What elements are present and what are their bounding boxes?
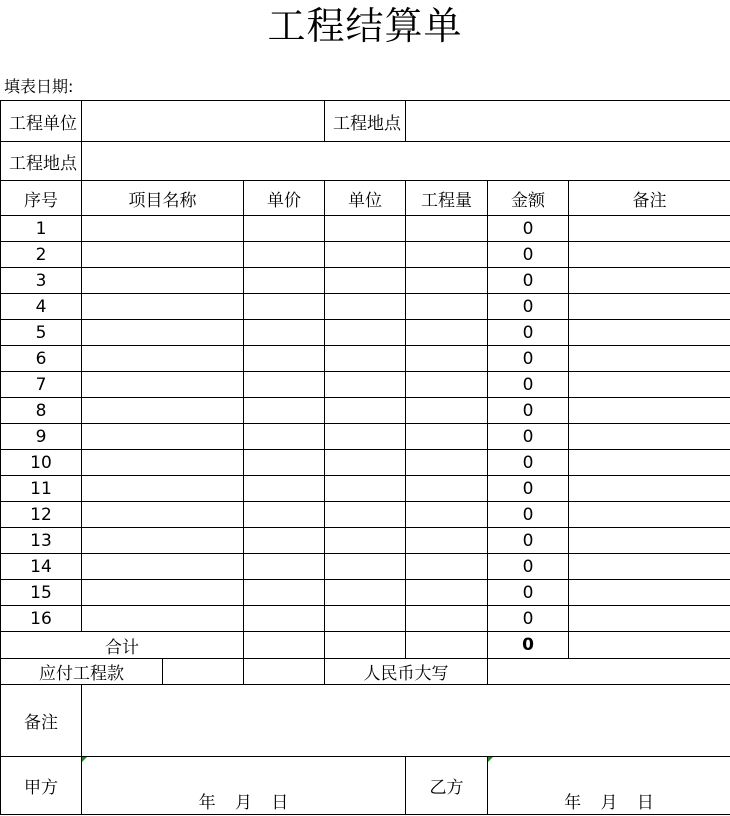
location-label: 工程地点: [325, 101, 406, 142]
unit-cell[interactable]: [325, 268, 406, 294]
rmb-uppercase-value-cell[interactable]: [488, 659, 730, 685]
row-no: 9: [1, 424, 82, 450]
unit-cell[interactable]: [325, 242, 406, 268]
amount-cell[interactable]: 0: [488, 294, 569, 320]
remarks-label: 备注: [1, 685, 82, 757]
row-no: 16: [1, 606, 82, 632]
unit-cell[interactable]: [325, 450, 406, 476]
amount-cell[interactable]: 0: [488, 476, 569, 502]
header-row: [1, 181, 730, 216]
amount-cell[interactable]: 0: [488, 372, 569, 398]
unit-cell[interactable]: [325, 216, 406, 242]
table-row: [1, 606, 730, 632]
row-no: 3: [1, 268, 82, 294]
table-row: [1, 216, 730, 242]
amount-cell[interactable]: 0: [488, 268, 569, 294]
row-no: 8: [1, 398, 82, 424]
remarks-cell[interactable]: [569, 424, 730, 450]
row-no: 4: [1, 294, 82, 320]
amount-cell[interactable]: 0: [488, 242, 569, 268]
remarks-cell[interactable]: [569, 528, 730, 554]
amount-cell[interactable]: 0: [488, 606, 569, 632]
row-no: 2: [1, 242, 82, 268]
payable-value-cell[interactable]: [163, 659, 244, 685]
quantity-cell[interactable]: [406, 320, 488, 346]
unit-price-cell[interactable]: [244, 398, 325, 424]
col-header-unit: 单位: [325, 181, 406, 216]
remarks-cell[interactable]: [569, 450, 730, 476]
row-no: 12: [1, 502, 82, 528]
remarks-cell[interactable]: [569, 606, 730, 632]
party-b-label: 乙方: [406, 757, 488, 815]
unit-cell[interactable]: [325, 346, 406, 372]
remarks-row: [1, 685, 730, 757]
amount-cell[interactable]: 0: [488, 398, 569, 424]
remarks-cell[interactable]: [569, 502, 730, 528]
item-name-cell[interactable]: [82, 320, 244, 346]
item-name-cell[interactable]: [82, 346, 244, 372]
quantity-cell[interactable]: [406, 476, 488, 502]
table-row: [1, 450, 730, 476]
quantity-cell[interactable]: [406, 372, 488, 398]
unit-cell[interactable]: [325, 294, 406, 320]
item-name-cell[interactable]: [82, 398, 244, 424]
quantity-cell[interactable]: [406, 398, 488, 424]
remarks-cell[interactable]: [569, 268, 730, 294]
unit-price-cell[interactable]: [244, 320, 325, 346]
item-name-cell[interactable]: [82, 580, 244, 606]
unit-price-cell[interactable]: [244, 450, 325, 476]
unit-cell[interactable]: [325, 424, 406, 450]
table-row: [1, 320, 730, 346]
item-name-cell[interactable]: [82, 294, 244, 320]
amount-cell[interactable]: 0: [488, 216, 569, 242]
col-header-no: 序号: [1, 181, 82, 216]
quantity-cell[interactable]: [406, 268, 488, 294]
row-no: 5: [1, 320, 82, 346]
quantity-cell[interactable]: [406, 528, 488, 554]
row-no: 14: [1, 554, 82, 580]
table-row: [1, 528, 730, 554]
quantity-cell[interactable]: [406, 580, 488, 606]
unit-cell[interactable]: [325, 580, 406, 606]
table-row: [1, 346, 730, 372]
quantity-cell[interactable]: [406, 554, 488, 580]
table-row: [1, 424, 730, 450]
item-name-cell[interactable]: [82, 476, 244, 502]
table-row: [1, 476, 730, 502]
unit-price-cell[interactable]: [244, 502, 325, 528]
unit-cell[interactable]: [325, 372, 406, 398]
item-name-cell[interactable]: [82, 528, 244, 554]
party-a-date: 年 月 日: [198, 793, 289, 813]
unit-price-cell[interactable]: [244, 242, 325, 268]
unit-cell[interactable]: [325, 528, 406, 554]
table-row: [1, 554, 730, 580]
remarks-cell[interactable]: [569, 554, 730, 580]
total-row: [1, 632, 730, 659]
row-no: 13: [1, 528, 82, 554]
col-header-unit-price: 单价: [244, 181, 325, 216]
table-row: [1, 242, 730, 268]
remarks-cell[interactable]: [569, 242, 730, 268]
quantity-cell[interactable]: [406, 242, 488, 268]
fill-date-label: 填表日期:: [4, 77, 74, 96]
party-a-label: 甲方: [1, 757, 82, 815]
unit-price-cell[interactable]: [244, 424, 325, 450]
row-no: 1: [1, 216, 82, 242]
payable-label: 应付工程款: [1, 659, 163, 685]
page-title: 工程结算单: [267, 4, 463, 48]
unit-price-cell[interactable]: [244, 606, 325, 632]
item-name-cell[interactable]: [82, 502, 244, 528]
location-label-2: 工程地点: [1, 142, 82, 181]
unit-price-cell[interactable]: [244, 216, 325, 242]
unit-price-cell[interactable]: [244, 580, 325, 606]
item-name-cell[interactable]: [82, 242, 244, 268]
amount-cell[interactable]: 0: [488, 320, 569, 346]
settlement-table: [0, 100, 730, 815]
party-b-signature-cell[interactable]: [488, 757, 730, 815]
location-value-cell-2[interactable]: [82, 142, 730, 181]
payable-value-cell-2[interactable]: [244, 659, 325, 685]
quantity-cell[interactable]: [406, 294, 488, 320]
rmb-uppercase-label: 人民币大写: [325, 659, 488, 685]
item-name-cell[interactable]: [82, 554, 244, 580]
unit-value-cell[interactable]: [82, 101, 325, 142]
item-name-cell[interactable]: [82, 424, 244, 450]
table-row: [1, 580, 730, 606]
signature-row: [1, 757, 730, 815]
row-no: 15: [1, 580, 82, 606]
unit-price-cell[interactable]: [244, 476, 325, 502]
remarks-cell[interactable]: [569, 398, 730, 424]
amount-cell[interactable]: 0: [488, 450, 569, 476]
table-row: [1, 372, 730, 398]
total-amount[interactable]: 0: [488, 632, 569, 659]
remarks-cell[interactable]: [569, 294, 730, 320]
table-row: [1, 294, 730, 320]
unit-price-cell[interactable]: [244, 372, 325, 398]
total-label: 合计: [1, 632, 244, 659]
row-no: 11: [1, 476, 82, 502]
quantity-cell[interactable]: [406, 450, 488, 476]
unit-cell[interactable]: [325, 320, 406, 346]
quantity-cell[interactable]: [406, 424, 488, 450]
quantity-cell[interactable]: [406, 502, 488, 528]
col-header-amount: 金额: [488, 181, 569, 216]
col-header-remarks: 备注: [569, 181, 730, 216]
unit-cell[interactable]: [325, 398, 406, 424]
item-name-cell[interactable]: [82, 450, 244, 476]
remarks-value-cell[interactable]: [82, 685, 730, 757]
unit-cell[interactable]: [325, 502, 406, 528]
item-name-cell[interactable]: [82, 268, 244, 294]
total-unit-price-cell[interactable]: [244, 632, 325, 659]
table-row: [1, 268, 730, 294]
item-name-cell[interactable]: [82, 606, 244, 632]
remarks-cell[interactable]: [569, 476, 730, 502]
unit-cell[interactable]: [325, 476, 406, 502]
item-name-cell[interactable]: [82, 216, 244, 242]
row-no: 10: [1, 450, 82, 476]
unit-price-cell[interactable]: [244, 268, 325, 294]
total-quantity-cell[interactable]: [406, 632, 488, 659]
party-a-signature-cell[interactable]: [82, 757, 406, 815]
remarks-cell[interactable]: [569, 372, 730, 398]
unit-label: 工程单位: [1, 101, 82, 142]
amount-cell[interactable]: 0: [488, 346, 569, 372]
quantity-cell[interactable]: [406, 606, 488, 632]
unit-price-cell[interactable]: [244, 294, 325, 320]
table-row: [1, 502, 730, 528]
party-b-date: 年 月 日: [564, 793, 654, 813]
amount-cell[interactable]: 0: [488, 554, 569, 580]
amount-cell[interactable]: 0: [488, 424, 569, 450]
unit-price-cell[interactable]: [244, 346, 325, 372]
total-remarks-cell[interactable]: [569, 632, 730, 659]
col-header-item-name: 项目名称: [82, 181, 244, 216]
quantity-cell[interactable]: [406, 346, 488, 372]
row-no: 7: [1, 372, 82, 398]
unit-price-cell[interactable]: [244, 554, 325, 580]
remarks-cell[interactable]: [569, 216, 730, 242]
quantity-cell[interactable]: [406, 216, 488, 242]
amount-cell[interactable]: 0: [488, 580, 569, 606]
unit-price-cell[interactable]: [244, 528, 325, 554]
item-name-cell[interactable]: [82, 372, 244, 398]
table-row: [1, 398, 730, 424]
remarks-cell[interactable]: [569, 346, 730, 372]
unit-cell[interactable]: [325, 554, 406, 580]
amount-cell[interactable]: 0: [488, 502, 569, 528]
amount-cell[interactable]: 0: [488, 528, 569, 554]
remarks-cell[interactable]: [569, 320, 730, 346]
row-no: 6: [1, 346, 82, 372]
total-unit-cell[interactable]: [325, 632, 406, 659]
location-value-cell[interactable]: [406, 101, 730, 142]
payable-row: [1, 659, 730, 685]
remarks-cell[interactable]: [569, 580, 730, 606]
unit-cell[interactable]: [325, 606, 406, 632]
col-header-quantity: 工程量: [406, 181, 488, 216]
